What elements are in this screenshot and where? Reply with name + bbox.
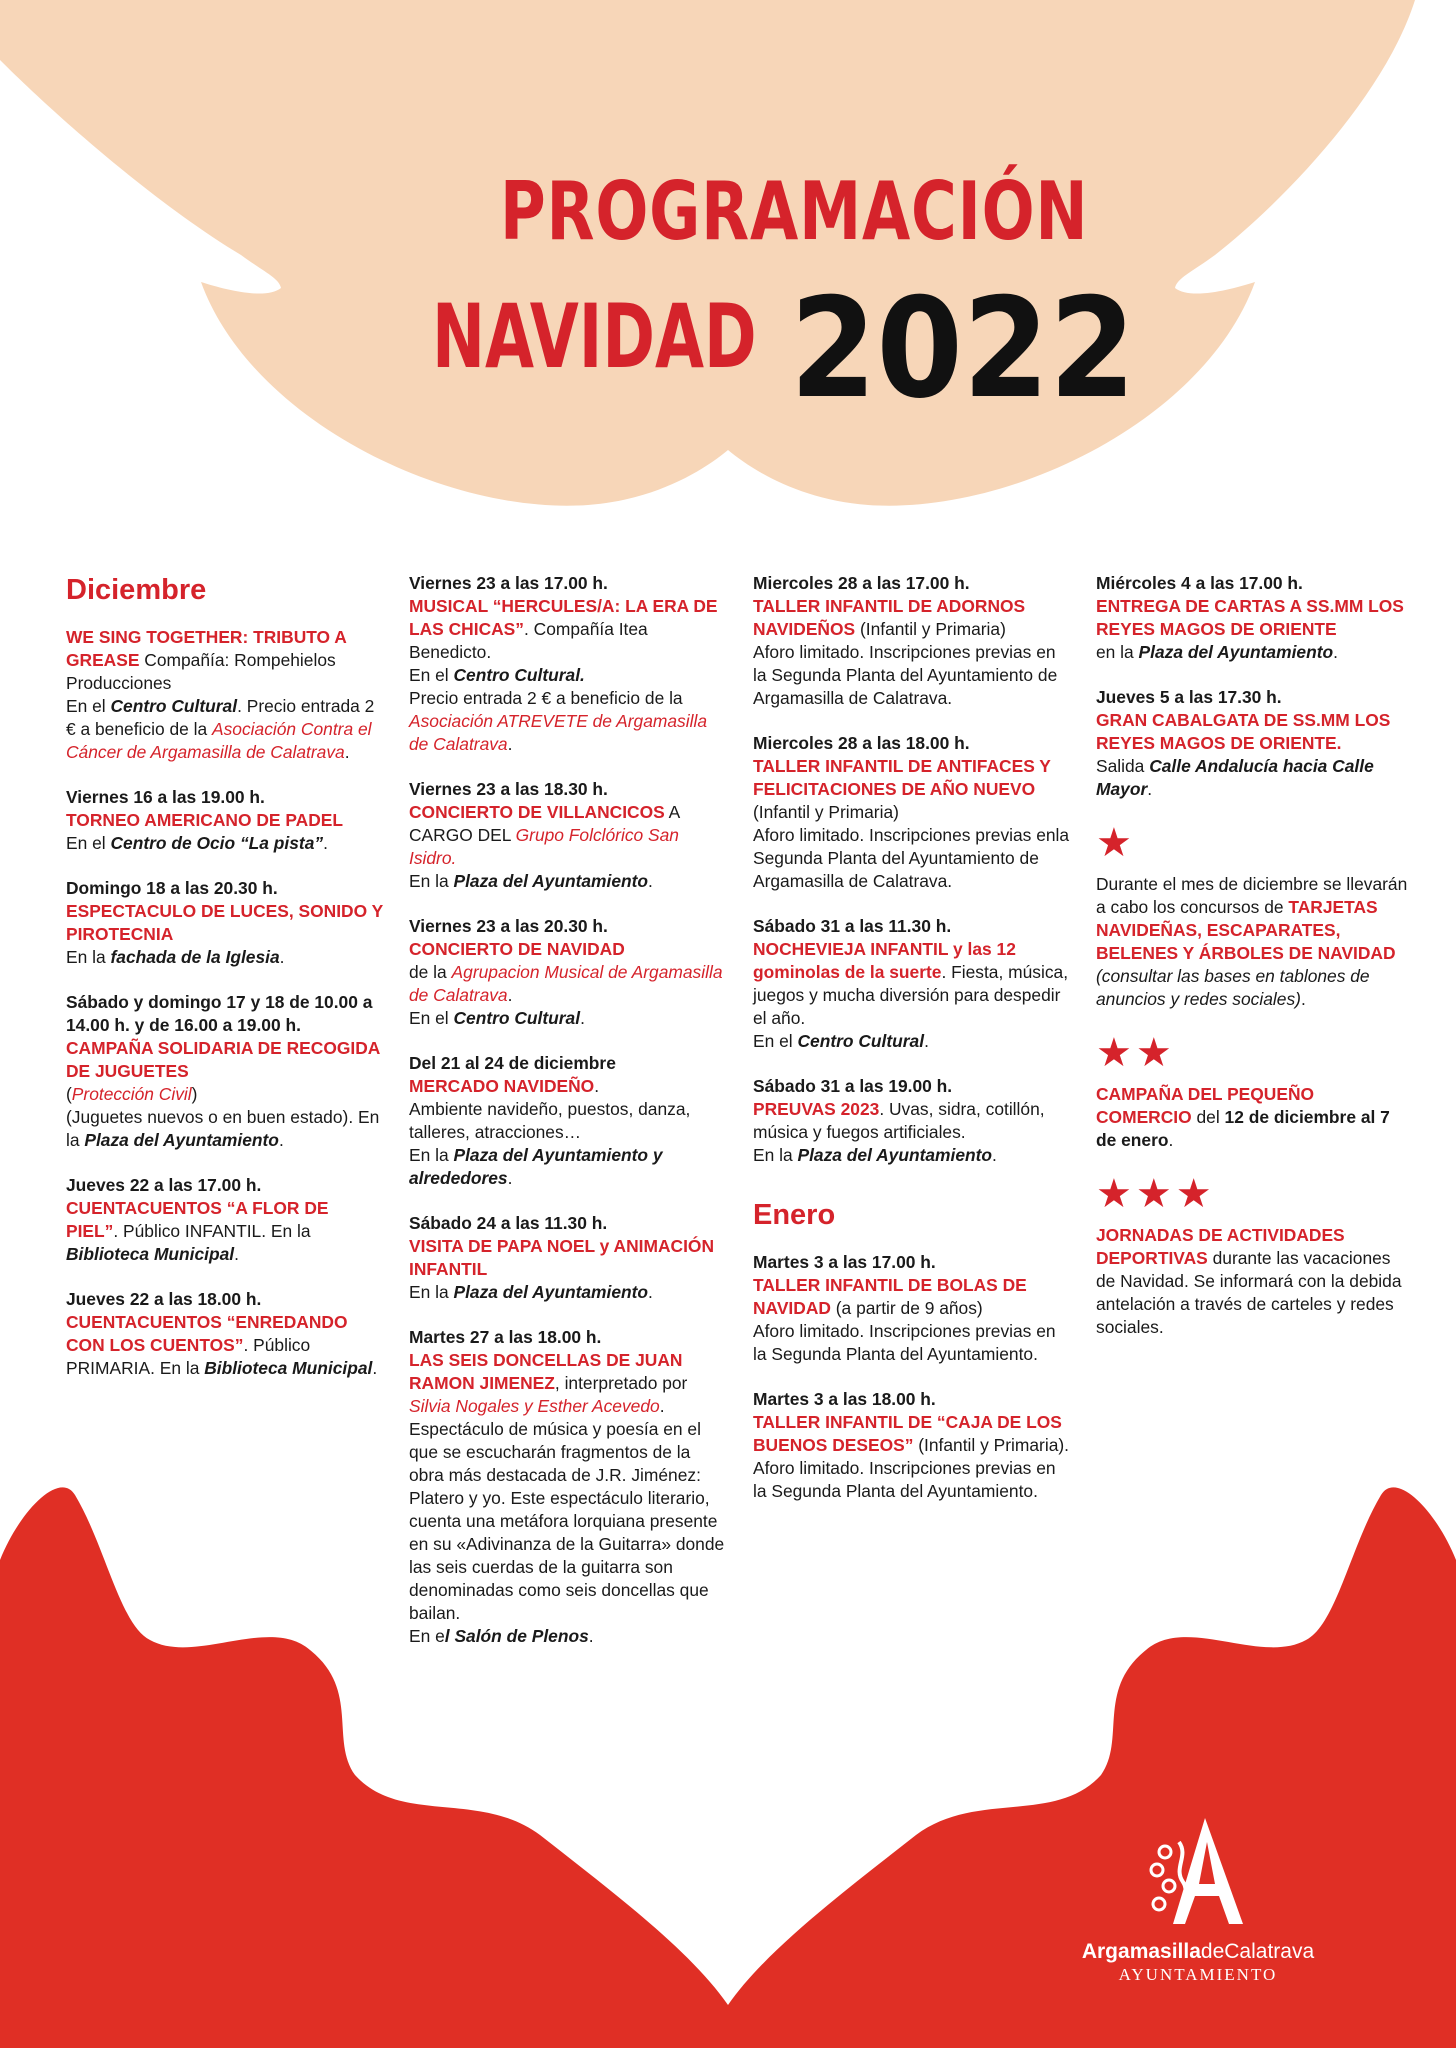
event-date: Sábado y domingo 17 y 18 de 10.00 a 14.00 h. y de 16.00 a 19.00 h. [66,992,373,1035]
event-text: ( [66,1084,72,1104]
event-text: . [507,1168,513,1188]
event-date: Viernes 23 a las 20.30 h. [409,916,608,936]
event-text: . [234,1244,239,1264]
event-date: Sábado 31 a las 19.00 h. [753,1076,953,1096]
event-text: . [588,1626,594,1646]
event-text: En el [66,833,111,853]
event-body [409,961,727,1007]
notice-entry [1096,1174,1414,1339]
event-text: En el [409,1008,454,1028]
event-entry [66,1288,384,1380]
event-entry [753,572,1071,710]
event-entry [753,915,1071,1053]
event-text: (a partir de 9 años) [830,1298,983,1318]
event-body [409,1007,727,1030]
event-text: En la [409,1282,454,1302]
event-date: Jueves 22 a las 17.00 h. [66,1175,262,1195]
event-organizer: Protección Civil [71,1084,192,1104]
event-body [409,1625,727,1648]
event-text: . Compañía Itea Benedicto. [409,619,648,662]
event-entry [409,915,727,1030]
logo-name-rest: deCalatrava [1200,1940,1315,1963]
event-body [409,801,727,870]
event-body [66,695,384,764]
event-organizer: Agrupacion Musical de Argamasilla de Calatrava [409,962,723,1005]
event-text: . [507,734,513,754]
event-text: . Uvas, sidra, cotillón, música y fuegos artificiales. [753,1099,1045,1142]
event-text: En la [753,1145,798,1165]
event-text: . [648,871,653,891]
event-date: Sábado 31 a las 11.30 h. [753,916,952,936]
event-place: Centro Cultural [453,1008,581,1028]
event-entry [66,991,384,1152]
event-text: . [507,985,513,1005]
event-place: Biblioteca Municipal [66,1244,235,1264]
event-body: Aforo limitado. Inscripciones previas en la Segunda Planta del Ayuntamiento. [753,1321,1056,1364]
logo-wordmark [1078,1940,1318,1964]
event-organizer: Asociación Contra el Cáncer de Argamasilla de Calatrava [66,719,372,762]
notice-text: del [1191,1107,1225,1127]
notice-text: . [1300,989,1306,1009]
event-date: Jueves 22 a las 18.00 h. [66,1289,262,1309]
event-entry [66,1174,384,1266]
event-title: TORNEO AMERICANO DE PADEL [66,810,343,830]
event-body [409,870,727,893]
event-place: Centro Cultural [110,696,238,716]
event-date: Miercoles 28 a las 17.00 h. [753,573,970,593]
event-title: MUSICAL “HERCULES/A: LA ERA DE LAS CHICAS” [409,596,718,639]
event-title: ENTREGA DE CARTAS A SS.MM LOS REYES MAGOS DE ORIENTE [1096,596,1404,639]
event-date: Viernes 16 a las 19.00 h. [66,787,265,807]
town-hall-logo [1078,1812,1318,1985]
title-programacion: PROGRAMACIÓN [500,165,1089,258]
event-place: Plaza del Ayuntamiento [453,871,649,891]
event-text: . [1147,779,1153,799]
event-title: CUENTACUENTOS “A FLOR DE PIEL” [66,1198,329,1241]
notice-note: (consultar las bases en tablones de anuncios y redes sociales) [1096,966,1370,1009]
event-title: CAMPAÑA SOLIDARIA DE RECOGIDA DE JUGUETES [66,1038,380,1081]
event-date: Domingo 18 a las 20.30 h. [66,878,278,898]
notice-text: . [1168,1130,1174,1150]
column-2 [409,572,727,1670]
event-body [66,1106,384,1152]
logo-name-bold: Argamasilla [1081,1940,1201,1963]
event-text: En el [409,665,454,685]
star-icon: ★ [1096,821,1136,865]
notice-title: TARJETAS NAVIDEÑAS, ESCAPARATES, BELENES Y ÁRBOLES DE NAVIDAD [1096,897,1396,963]
event-body [1096,641,1414,664]
event-place: Plaza del Ayuntamiento [453,1282,649,1302]
event-text: . [344,742,350,762]
event-body: Aforo limitado. Inscripciones previas en la Segunda Planta del Ayuntamiento de Argamasilla de Calatrava. [753,642,1058,708]
notice-text: Durante el mes de diciembre se llevarán a cabo los concursos de [1096,874,1408,917]
event-text: ) [191,1084,198,1104]
event-body [753,1030,1071,1053]
event-title: WE SING TOGETHER: TRIBUTO A GREASE [66,627,347,670]
title-block [0,0,1456,440]
event-date: Martes 27 a las 18.00 h. [409,1327,602,1347]
event-date: Martes 3 a las 18.00 h. [753,1389,936,1409]
event-text: En la [66,947,111,967]
event-text: . [580,1008,585,1028]
event-entry [753,1075,1071,1167]
event-body [66,626,384,695]
event-body [66,1083,384,1106]
event-body [409,687,727,756]
event-text: En la [409,1145,454,1165]
notice-entry [1096,1033,1414,1152]
event-entry [409,1212,727,1304]
event-title: NOCHEVIEJA INFANTIL y las 12 gominolas de la suerte [753,939,1016,982]
event-entry [409,1052,727,1190]
event-title: PREUVAS 2023 [753,1099,880,1119]
month-heading-diciembre: Diciembre [66,574,207,606]
event-text: En la [409,871,454,891]
event-text: En e [409,1626,445,1646]
event-place: Calle Andalucía hacia Calle Mayor [1096,756,1374,799]
event-text: Precio entrada 2 € a beneficio de la [409,688,683,708]
event-entry [1096,572,1414,664]
event-text: . [323,833,328,853]
event-body [409,1281,727,1304]
event-body: Ambiente navideño, puestos, danza, talleres, atracciones… [409,1099,691,1142]
event-text: de la [409,962,452,982]
event-entry [66,786,384,855]
event-entry [66,626,384,764]
event-body [66,1311,384,1380]
event-entry [66,877,384,969]
event-text: . Fiesta, música, juegos y mucha diversión para despedir el año. [753,962,1069,1028]
event-title: LAS SEIS DONCELLAS DE JUAN RAMON JIMENEZ [409,1350,683,1393]
event-entry [1096,686,1414,801]
event-place: Centro Cultural. [453,665,585,685]
event-place: Biblioteca Municipal [204,1358,373,1378]
event-place: l Salón de Plenos [444,1626,589,1646]
event-place: Centro Cultural [797,1031,925,1051]
event-body [409,1349,727,1418]
event-body [753,1098,1071,1144]
crest-logo-icon [1143,1812,1253,1930]
event-entry [409,778,727,893]
star-icon: ★★ [1096,1031,1176,1075]
event-body [66,1197,384,1266]
column-1 [66,572,384,1402]
event-place: Plaza del Ayuntamiento [1138,642,1334,662]
event-text: . [1333,642,1338,662]
star-icon: ★★★ [1096,1172,1216,1216]
event-text: . [659,1396,665,1416]
event-text: . [279,947,285,967]
event-date: Viernes 23 a las 17.00 h. [409,573,608,593]
event-place: Centro de Ocio “La pista” [110,833,324,853]
event-title: ESPECTACULO DE LUCES, SONIDO Y PIROTECNIA [66,901,383,944]
event-title: CONCIERTO DE NAVIDAD [409,939,625,959]
event-title: MERCADO NAVIDEÑO [409,1076,595,1096]
event-body: Aforo limitado. Inscripciones previas enla Segunda Planta del Ayuntamiento de Argamasilla de Calatrava. [753,825,1070,891]
title-year: 2022 [790,268,1136,429]
event-text: A CARGO DEL [409,802,680,845]
notice-entry [1096,823,1414,1011]
event-place: Plaza del Ayuntamiento [84,1130,279,1150]
event-title: TALLER INFANTIL DE “CAJA DE LOS BUENOS DESEOS” [753,1412,1062,1455]
notice-title: CAMPAÑA DEL PEQUEÑO COMERCIO [1096,1084,1315,1127]
event-place: Plaza del Ayuntamiento [797,1145,993,1165]
event-text: . [278,1130,284,1150]
event-date: Miercoles 28 a las 18.00 h. [753,733,970,753]
event-body: (Infantil y Primaria) [753,802,899,822]
event-body: Aforo limitado. Inscripciones previas en la Segunda Planta del Ayuntamiento. [753,1458,1056,1501]
event-entry [753,732,1071,893]
event-place: fachada de la Iglesia [110,947,280,967]
event-title: VISITA DE PAPA NOEL y ANIMACIÓN INFANTIL [409,1236,715,1279]
notice-dates: 12 de diciembre al 7 de enero [1096,1107,1390,1150]
event-date: Viernes 23 a las 18.30 h. [409,779,608,799]
event-date: Sábado 24 a las 11.30 h. [409,1213,608,1233]
event-entry [753,1251,1071,1366]
event-body [753,595,1071,641]
notice-text: durante las vacaciones de Navidad. Se informará con la debida antelación a través de carteles y redes sociales. [1096,1248,1402,1337]
event-title: TALLER INFANTIL DE ANTIFACES Y FELICITACIONES DE AÑO NUEVO [753,756,1051,799]
event-text: en la [1096,642,1139,662]
event-body [409,595,727,664]
event-place: Plaza del Ayuntamiento y alrededores [409,1145,663,1188]
event-text: , interpretado por [554,1373,688,1393]
notice-body [1096,1224,1414,1339]
event-text: . [992,1145,997,1165]
event-text: . [594,1076,600,1096]
event-text: . [648,1282,653,1302]
event-organizer: Asociación ATREVETE de Argamasilla de Calatrava [409,711,708,754]
event-body [753,1144,1071,1167]
event-body [409,1144,727,1190]
event-body [753,938,1071,1030]
event-body: Espectáculo de música y poesía en el que se escucharán fragmentos de la obra más destacada de J.R. Jiménez: Platero y yo. Este espectáculo literario, cuenta una metáfora lorquiana presente en su «Adivinanza de la Guitarra» donde las seis cuerdas de la guitarra son denominadas como seis doncellas que bailan. [409,1419,725,1623]
event-text: (Infantil y Primaria). [913,1435,1070,1455]
event-date: Del 21 al 24 de diciembre [409,1053,616,1073]
event-body [753,1411,1071,1457]
event-body [66,832,384,855]
title-navidad: NAVIDAD [432,285,757,388]
column-3 [753,572,1071,1525]
event-text: . Público PRIMARIA. En la [66,1335,311,1378]
event-body [409,1075,727,1098]
notice-body [1096,873,1414,1011]
event-body [1096,755,1414,801]
event-title: CONCIERTO DE VILLANCICOS [409,802,665,822]
event-text: . Precio entrada 2 € a beneficio de la [66,696,375,739]
event-text: Compañía: Rompehielos Producciones [66,650,336,693]
event-body [66,946,384,969]
event-body [409,664,727,687]
event-title: GRAN CABALGATA DE SS.MM LOS REYES MAGOS DE ORIENTE. [1096,710,1391,753]
notice-body [1096,1083,1414,1152]
event-text: (Infantil y Primaria) [855,619,1006,639]
event-entry [409,1326,727,1648]
month-heading-enero: Enero [753,1199,836,1231]
event-entry [409,572,727,756]
event-date: Jueves 5 a las 17.30 h. [1096,687,1282,707]
event-text: . [372,1358,378,1378]
event-date: Miércoles 4 a las 17.00 h. [1096,573,1303,593]
event-text: . Público INFANTIL. En la [113,1221,311,1241]
event-title: TALLER INFANTIL DE BOLAS DE NAVIDAD [753,1275,1027,1318]
event-text: En el [753,1031,798,1051]
column-4 [1096,572,1414,1361]
event-text: En el [66,696,111,716]
event-entry [753,1388,1071,1503]
event-date: Martes 3 a las 17.00 h. [753,1252,936,1272]
event-organizer: Grupo Folclórico San Isidro. [409,825,679,868]
notice-title: JORNADAS DE ACTIVIDADES DEPORTIVAS [1096,1225,1345,1268]
event-organizer: Silvia Nogales y Esther Acevedo [409,1396,660,1416]
event-text: Salida [1096,756,1150,776]
event-text: . [924,1031,929,1051]
logo-subtitle: AYUNTAMIENTO [1118,1965,1278,1984]
event-title: TALLER INFANTIL DE ADORNOS NAVIDEÑOS [753,596,1026,639]
event-body [753,1274,1071,1320]
event-title: CUENTACUENTOS “ENREDANDO CON LOS CUENTOS” [66,1312,348,1355]
event-text: (Juguetes nuevos o en buen estado). En la [66,1107,380,1150]
